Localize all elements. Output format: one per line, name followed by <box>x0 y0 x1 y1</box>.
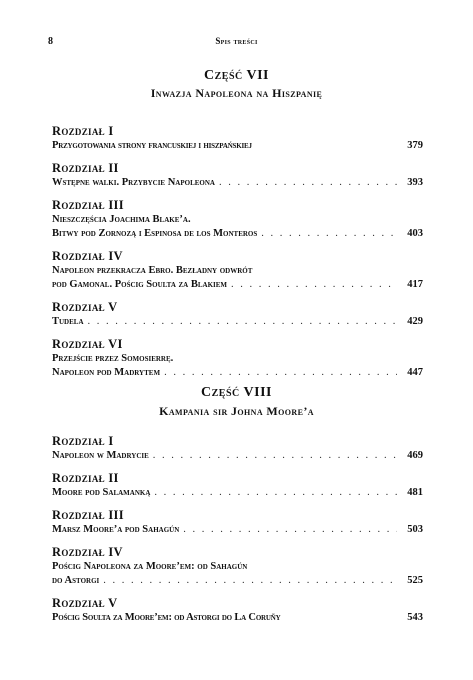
entry-page: 503 <box>407 524 423 535</box>
toc-chapter <box>52 161 423 190</box>
chapter-label: Rozdział I <box>52 124 114 138</box>
toc-entry <box>52 315 423 329</box>
toc-entry <box>52 352 423 366</box>
entry-page: 429 <box>407 316 423 327</box>
dot-leader <box>261 227 397 241</box>
chapter-label: Rozdział IV <box>52 545 123 559</box>
entry-title: Przygotowania strony francuskiej i hiszpańskiej <box>52 140 252 151</box>
toc-chapter <box>52 508 423 537</box>
entry-title: Napoleon w Madrycie <box>52 450 149 461</box>
entry-title: pod Gamonal. Pościg Soulta za Blakiem <box>52 279 228 290</box>
entry-title: Przejście przez Somosierrę. <box>52 353 174 364</box>
toc-entry <box>52 213 423 227</box>
chapter-label: Rozdział III <box>52 198 124 212</box>
part-subtitle: Kampania sir Johna Moore’a <box>159 404 314 418</box>
dot-leader <box>103 574 397 588</box>
chapter-label: Rozdział V <box>52 300 118 314</box>
toc-chapter <box>52 337 423 380</box>
entry-page: 393 <box>407 177 423 188</box>
entry-title: Napoleon pod Madrytem <box>52 367 161 378</box>
toc-entry <box>52 560 423 574</box>
toc-chapter <box>52 434 423 463</box>
dot-leader <box>231 278 397 292</box>
running-head: Spis treści <box>215 36 258 46</box>
entry-title: do Astorgi <box>52 575 100 586</box>
entry-page: 543 <box>407 612 423 623</box>
toc-entry <box>52 449 423 463</box>
entry-page: 417 <box>407 279 423 290</box>
toc-entry <box>52 611 423 625</box>
entry-title: Marsz Moore’a pod Sahagún <box>52 524 180 535</box>
entry-title: Pościg Napoleona za Moore’em: od Sahagún <box>52 561 248 572</box>
dot-leader <box>154 486 397 500</box>
entry-title: Nieszczęścia Joachima Blake’a. <box>52 214 191 225</box>
toc-chapter <box>52 124 423 153</box>
dot-leader <box>164 366 397 380</box>
toc-chapter <box>52 300 423 329</box>
chapter-label: Rozdział III <box>52 508 124 522</box>
chapter-label: Rozdział II <box>52 471 119 485</box>
toc-entry <box>52 574 423 588</box>
toc-section <box>52 434 423 625</box>
chapter-label: Rozdział V <box>52 596 118 610</box>
toc-section <box>52 124 423 380</box>
toc-entry <box>52 486 423 500</box>
entry-title: Napoleon przekracza Ebro. Bezładny odwrót <box>52 265 253 276</box>
entry-page: 447 <box>407 367 423 378</box>
dot-leader <box>219 176 397 190</box>
entry-title: Pościg Soulta za Moore’em: od Astorgi do La Coruñy <box>52 612 281 623</box>
entry-title: Tudela <box>52 316 84 327</box>
entry-page: 525 <box>407 575 423 586</box>
toc-chapter <box>52 471 423 500</box>
toc-entry <box>52 264 423 278</box>
part-subtitle: Inwazja Napoleona na Hiszpanię <box>150 86 323 100</box>
chapter-label: Rozdział VI <box>52 337 123 351</box>
toc-entry <box>52 139 423 153</box>
dot-leader <box>153 449 397 463</box>
entry-title: Bitwy pod Zornozą i Espinosa de los Monteros <box>52 228 258 239</box>
toc-entry <box>52 366 423 380</box>
entry-page: 469 <box>407 450 423 461</box>
toc-chapter <box>52 545 423 588</box>
toc-entry <box>52 523 423 537</box>
toc-entry <box>52 227 423 241</box>
toc-chapter <box>52 198 423 241</box>
part-title: Część VII <box>204 68 269 83</box>
entry-page: 481 <box>407 487 423 498</box>
chapter-label: Rozdział I <box>52 434 114 448</box>
toc-chapter <box>52 596 423 625</box>
entry-page: 403 <box>407 228 423 239</box>
entry-page: 379 <box>407 140 423 151</box>
entry-title: Wstępne walki. Przybycie Napoleona <box>52 177 215 188</box>
part-title: Część VIII <box>201 385 272 400</box>
dot-leader <box>183 523 397 537</box>
entry-title: Moore pod Salamanką <box>52 487 151 498</box>
page-number: 8 <box>48 36 53 47</box>
toc-chapter <box>52 249 423 292</box>
toc-entry <box>52 278 423 292</box>
chapter-label: Rozdział II <box>52 161 119 175</box>
chapter-label: Rozdział IV <box>52 249 123 263</box>
toc-entry <box>52 176 423 190</box>
dot-leader <box>88 315 397 329</box>
